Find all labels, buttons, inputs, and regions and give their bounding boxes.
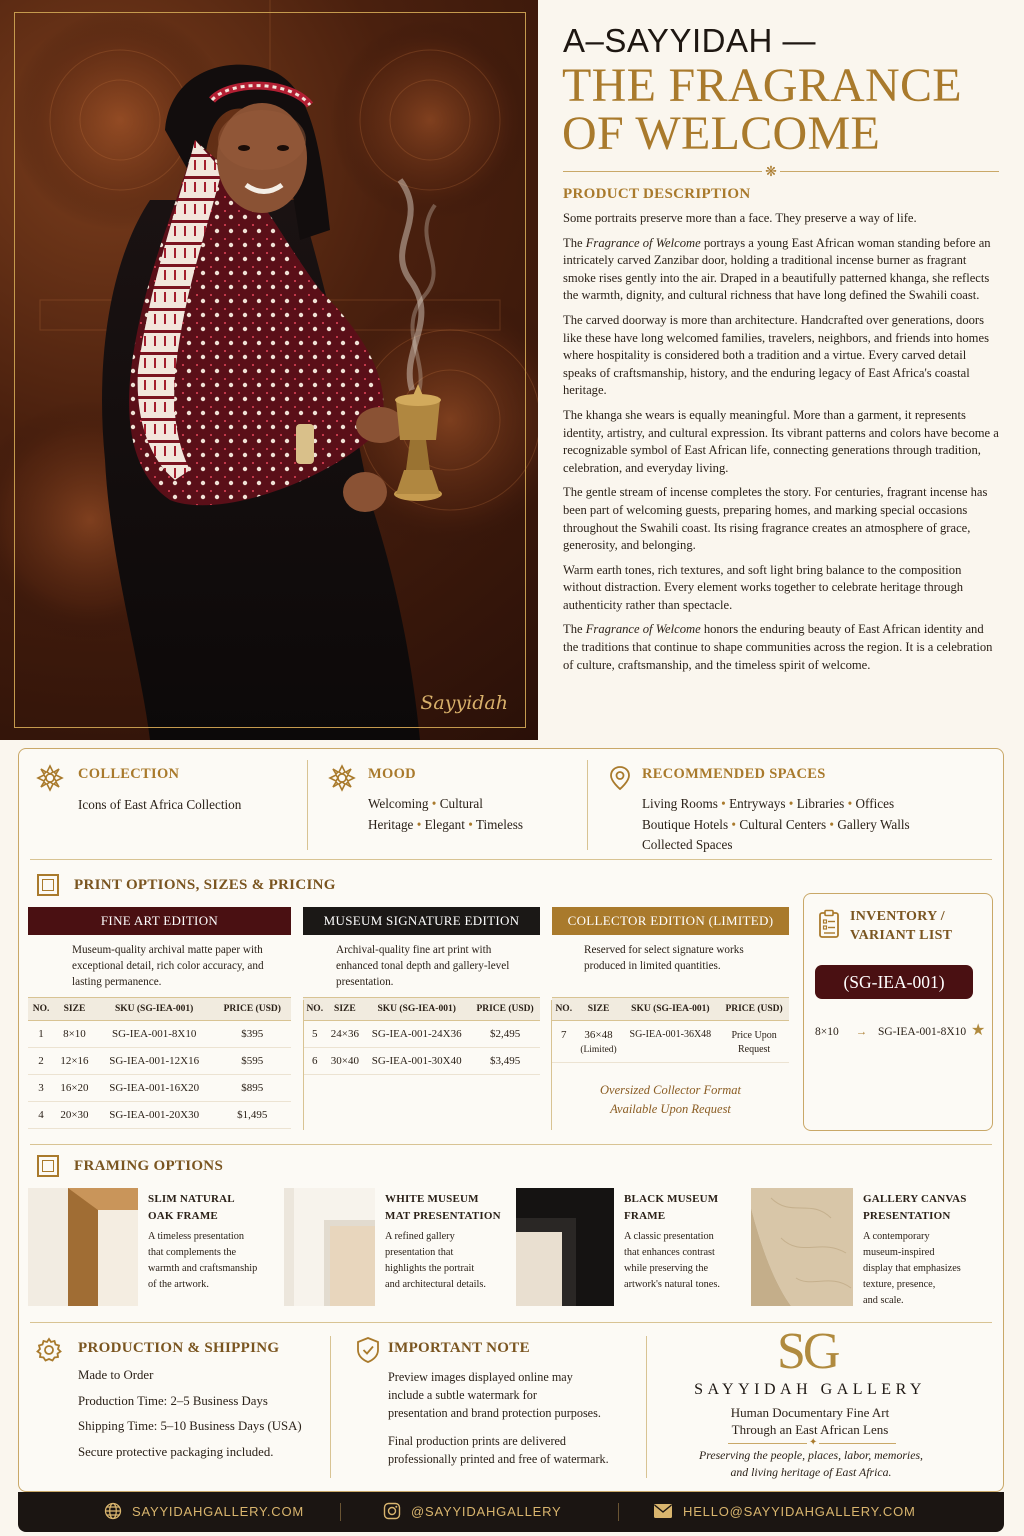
divider bbox=[307, 760, 308, 850]
gallery-name: SAYYIDAH GALLERY bbox=[694, 1381, 926, 1398]
variant-sku: SG-IEA-001-8X10 bbox=[878, 1026, 967, 1038]
collector-edition bbox=[552, 907, 789, 1119]
divider bbox=[303, 1000, 304, 1130]
column-header: SKU (SG-IEA-001) bbox=[622, 998, 720, 1021]
fine-art-edition bbox=[28, 907, 291, 1129]
frame-icon bbox=[37, 874, 59, 896]
production-line: Secure protective packaging included. bbox=[78, 1445, 274, 1459]
gallery-tagline: Preserving the people, places, labor, memories, and living heritage of East Africa. bbox=[699, 1448, 923, 1479]
space-item: Boutique Hotels bbox=[642, 816, 729, 832]
divider bbox=[30, 859, 992, 860]
column-header: SIZE bbox=[576, 998, 622, 1021]
description-paragraph: Some portraits preserve more than a face. They preserve a way of life. bbox=[563, 211, 917, 225]
description-body bbox=[563, 210, 999, 681]
divider bbox=[30, 1322, 992, 1323]
column-header: SKU (SG-IEA-001) bbox=[95, 998, 214, 1021]
globe-icon bbox=[104, 1502, 122, 1520]
edition-description: Museum-quality archival matte paper with exceptional detail, rich color accuracy, and lasting permanence. bbox=[72, 944, 264, 988]
production-line: Shipping Time: 5–10 Business Days (USA) bbox=[78, 1419, 302, 1433]
note-paragraph: Final production prints are delivered professionally printed and free of watermark. bbox=[388, 1434, 609, 1466]
mood-item: Timeless bbox=[475, 816, 524, 832]
inventory-heading: INVENTORY / VARIANT LIST bbox=[850, 909, 953, 943]
divider bbox=[587, 760, 588, 850]
mood-heading: MOOD bbox=[368, 766, 416, 782]
table-row[interactable]: 4 20×30 SG-IEA-001-20X30 $1,495 bbox=[28, 1102, 291, 1129]
black-frame-swatch bbox=[516, 1188, 614, 1306]
ornament-icon: ❋ bbox=[762, 163, 780, 181]
inventory-code-badge: (SG-IEA-001) bbox=[815, 965, 973, 999]
framing-title: WHITE MUSEUM MAT PRESENTATION bbox=[385, 1193, 501, 1222]
email-link[interactable]: HELLO@SAYYIDAHGALLERY.COM bbox=[653, 1492, 916, 1532]
framing-text: A refined gallery presentation that highlights the portrait and architectural details. bbox=[385, 1231, 486, 1290]
description-paragraph: The Fragrance of Welcome honors the enduring beauty of East African identity and the traditions that continue to shape communities across the region. It is a celebration of culture, craftsmanship, and the timeless spirit of welcome. bbox=[563, 622, 993, 672]
instagram-link[interactable]: @SAYYIDAHGALLERY bbox=[383, 1492, 562, 1532]
column-header: PRICE (USD) bbox=[470, 998, 540, 1021]
note-paragraph: Preview images displayed online may include a subtle watermark for presentation and brand protection purposes. bbox=[388, 1370, 601, 1420]
divider bbox=[340, 1503, 341, 1521]
spaces-heading: RECOMMENDED SPACES bbox=[642, 766, 826, 782]
production-line: Made to Order bbox=[78, 1368, 154, 1382]
framing-title: BLACK MUSEUM FRAME bbox=[624, 1193, 719, 1222]
mood-item: Heritage bbox=[368, 816, 414, 832]
column-header: PRICE (USD) bbox=[719, 998, 789, 1021]
edition-title: COLLECTOR EDITION (LIMITED) bbox=[552, 907, 789, 935]
framing-text: A timeless presentation that complements the warmth and craftsmanship of the artwork. bbox=[148, 1231, 258, 1290]
pricing-table bbox=[552, 997, 789, 1063]
framing-options-heading: FRAMING OPTIONS bbox=[74, 1158, 224, 1174]
gallery-subtitle: Human Documentary Fine Art Through an East African Lens bbox=[730, 1405, 890, 1437]
table-row[interactable]: 1 8×10 SG-IEA-001-8X10 $395 bbox=[28, 1021, 291, 1048]
recommended-spaces-block bbox=[606, 764, 996, 854]
arrow-right-icon: → bbox=[855, 1026, 868, 1038]
gear-icon bbox=[36, 1337, 62, 1363]
divider bbox=[646, 1336, 647, 1478]
inventory-panel bbox=[803, 893, 993, 1131]
column-header: SIZE bbox=[54, 998, 95, 1021]
description-paragraph: The khanga she wears is equally meaningful. More than a garment, it represents identity, artistry, and cultural expression. Its vibrant patterns and colors have become a recognizable symbol of East African life, connecting generations through tradition, celebration, and everyday living. bbox=[563, 407, 999, 475]
ornament-icon bbox=[328, 764, 356, 792]
mood-item: Elegant bbox=[424, 816, 465, 832]
pricing-table bbox=[303, 997, 540, 1075]
star-icon: ★ bbox=[971, 1022, 986, 1039]
divider bbox=[618, 1503, 619, 1521]
note-heading: IMPORTANT NOTE bbox=[388, 1340, 530, 1356]
space-item: Libraries bbox=[796, 796, 845, 811]
oversize-note: Oversized Collector Format Available Upon Request bbox=[600, 1083, 741, 1116]
space-item: Entryways bbox=[729, 796, 786, 811]
edition-description: Reserved for select signature works produced in limited quantities. bbox=[584, 944, 744, 972]
ornament-icon bbox=[36, 764, 64, 792]
space-item: Gallery Walls bbox=[837, 816, 910, 832]
space-item: Offices bbox=[855, 796, 895, 811]
collection-block bbox=[36, 764, 296, 854]
column-header: SIZE bbox=[327, 998, 364, 1021]
white-mat-swatch bbox=[284, 1188, 375, 1306]
table-row[interactable]: 2 12×16 SG-IEA-001-12X16 $595 bbox=[28, 1048, 291, 1075]
edition-title: FINE ART EDITION bbox=[28, 907, 291, 935]
artist-signature: Sayyidah bbox=[420, 692, 508, 714]
column-header: NO. bbox=[28, 998, 54, 1021]
framing-text: A classic presentation that enhances contrast while preserving the artwork's natural tones. bbox=[624, 1231, 720, 1290]
column-header: PRICE (USD) bbox=[214, 998, 292, 1021]
collection-value: Icons of East Africa Collection bbox=[78, 797, 242, 812]
clipboard-icon bbox=[818, 909, 840, 939]
table-row[interactable]: 6 30×40 SG-IEA-001-30X40 $3,495 bbox=[303, 1048, 540, 1075]
canvas-swatch bbox=[751, 1188, 853, 1306]
divider bbox=[30, 1144, 992, 1145]
production-heading: PRODUCTION & SHIPPING bbox=[78, 1340, 280, 1356]
space-item: Cultural Centers bbox=[739, 816, 827, 832]
variant-row[interactable] bbox=[815, 1020, 987, 1040]
table-row[interactable]: 5 24×36 SG-IEA-001-24X36 $2,495 bbox=[303, 1021, 540, 1048]
collection-heading: COLLECTION bbox=[78, 766, 180, 782]
footer-bar bbox=[18, 1492, 1004, 1532]
spaces-list: Living Rooms • Entryways • Libraries • Offices Boutique Hotels • Cultural Centers • Gallery Walls Collected Spaces bbox=[642, 796, 910, 852]
location-pin-icon bbox=[606, 764, 634, 792]
mood-item: Cultural bbox=[439, 796, 483, 811]
museum-signature-edition bbox=[303, 907, 540, 1075]
framing-text: A contemporary museum-inspired display that emphasizes texture, presence, and scale. bbox=[863, 1231, 961, 1306]
edition-description: Archival-quality fine art print with enhanced tonal depth and gallery-level presentation. bbox=[336, 944, 510, 988]
hero-photo bbox=[0, 0, 538, 740]
instagram-icon bbox=[383, 1502, 401, 1520]
title-divider bbox=[563, 171, 999, 172]
table-row[interactable]: 3 16×20 SG-IEA-001-16X20 $895 bbox=[28, 1075, 291, 1102]
description-paragraph: The Fragrance of Welcome portrays a young East African woman standing before an intricately carved Zanzibar door, holding a traditional incense burner as fragrant smoke rises gently into the air. Draped in a beautifully patterned khanga, she reflects the warmth, dignity, and cultural richness that have long defined the Swahili coast. bbox=[563, 235, 991, 303]
table-row[interactable]: 7 36×48 (Limited) SG-IEA-001-36X48 Price Upon Request bbox=[552, 1021, 789, 1063]
edition-title: MUSEUM SIGNATURE EDITION bbox=[303, 907, 540, 935]
description-paragraph: The carved doorway is more than architecture. Handcrafted over generations, doors like these have long welcomed families, travelers, neighbors, and friends into homes where hospitality is considered both a tradition and a virtue. Every carved detail speaks of craftsmanship, history, and the enduring legacy of East Africa's coastal heritage. bbox=[563, 312, 989, 398]
envelope-icon bbox=[653, 1503, 673, 1519]
hero-frame-border bbox=[14, 12, 526, 728]
pricing-table bbox=[28, 997, 291, 1129]
column-header: NO. bbox=[303, 998, 327, 1021]
description-paragraph: The gentle stream of incense completes the story. For centuries, fragrant incense has been part of welcoming guests, preparing homes, and marking special occasions throughout the Swahili coast. Its rising fragrance creates an atmosphere of grace, generosity, and belonging. bbox=[563, 485, 988, 553]
variant-size: 8×10 bbox=[815, 1026, 839, 1038]
space-item: Collected Spaces bbox=[642, 837, 733, 852]
shield-check-icon bbox=[356, 1336, 380, 1364]
title-line-2: THE FRAGRANCE OF WELCOME bbox=[562, 59, 962, 160]
description-heading: PRODUCT DESCRIPTION bbox=[563, 186, 751, 202]
description-paragraph: Warm earth tones, rich textures, and soft light bring balance to the composition without distraction. Every element works together to celebrate heritage through authenticity rather than spectacle. bbox=[563, 562, 964, 612]
production-line: Production Time: 2–5 Business Days bbox=[78, 1394, 268, 1408]
mood-block bbox=[328, 764, 578, 854]
divider bbox=[330, 1336, 331, 1478]
framing-title: SLIM NATURAL OAK FRAME bbox=[148, 1193, 235, 1222]
gallery-monogram-logo: SG bbox=[777, 1323, 838, 1380]
print-options-heading: PRINT OPTIONS, SIZES & PRICING bbox=[74, 877, 336, 893]
mood-item: Welcoming bbox=[368, 796, 429, 811]
column-header: SKU (SG-IEA-001) bbox=[363, 998, 470, 1021]
framing-title: GALLERY CANVAS PRESENTATION bbox=[863, 1193, 967, 1222]
mood-list: Welcoming • Cultural Heritage • Elegant • Timeless bbox=[368, 796, 524, 832]
oak-frame-swatch bbox=[28, 1188, 138, 1306]
frame-icon bbox=[37, 1155, 59, 1177]
website-link[interactable]: SAYYIDAHGALLERY.COM bbox=[104, 1492, 304, 1532]
ornament-icon: ✦ bbox=[809, 1437, 818, 1448]
title-line-1: A–SAYYIDAH — bbox=[563, 22, 816, 59]
space-item: Living Rooms bbox=[642, 796, 718, 811]
column-header: NO. bbox=[552, 998, 576, 1021]
